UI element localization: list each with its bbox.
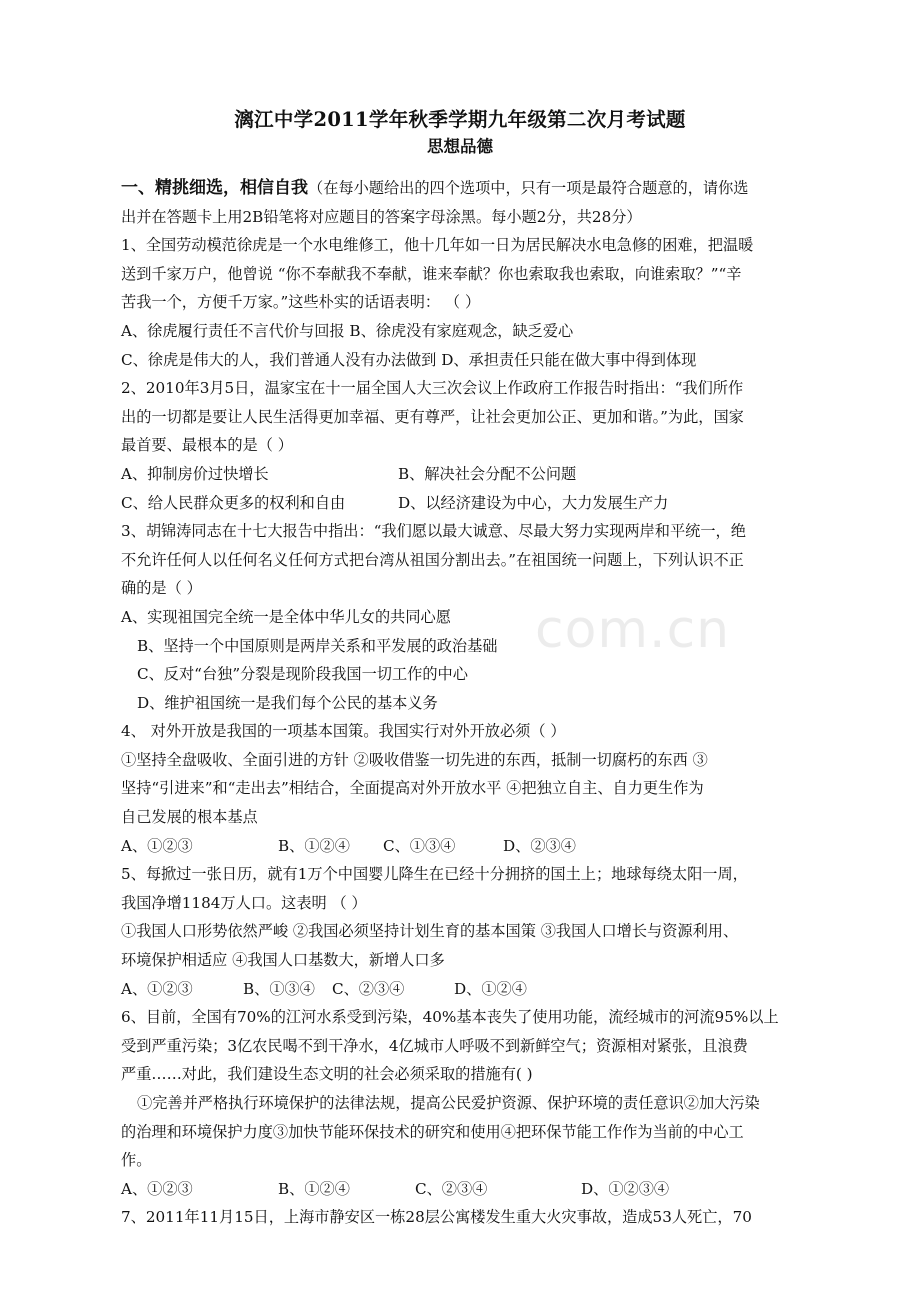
q2-option-b: B、解决社会分配不公问题 [398, 464, 577, 483]
q3-stem: 确的是（ ） [121, 579, 202, 598]
q3-stem: 3、胡锦涛同志在十七大报告中指出：“我们愿以最大诚意、尽最大努力实现两岸和平统一，绝 [121, 522, 746, 541]
q3-option-c: C、反对“台独”分裂是现阶段我国一切工作的中心 [137, 665, 468, 684]
section-heading: 一、精挑细选，相信自我 [121, 178, 308, 198]
q5-stem: 5、每掀过一张日历，就有1万个中国婴儿降生在已经十分拥挤的国土上；地球每绕太阳一周， [121, 865, 748, 884]
q6-stem: 6、目前，全国有70%的江河水系受到污染，40%基本丧失了使用功能，流经城市的河流95%以上 [121, 1008, 779, 1027]
q6-stem: 严重……对此，我们建设生态文明的社会必须采取的措施有( ) [121, 1065, 533, 1084]
q2-stem: 最首要、最根本的是（ ） [121, 436, 293, 455]
q1-stem: 送到千家万户，他曾说 “你不奉献我不奉献，谁来奉献？你也索取我也索取，向谁索取？”“辛 [121, 264, 742, 283]
section-instructions: （在每小题给出的四个选项中，只有一项是最符合题意的，请你选 [308, 179, 749, 197]
q3-option-b: B、坚持一个中国原则是两岸关系和平发展的政治基础 [137, 636, 498, 655]
q4-option-b: B、①②④ [278, 836, 350, 855]
q5-stem: 我国净增1184万人口。这表明 （ ） [121, 893, 367, 912]
q6-option-b: B、①②④ [278, 1179, 350, 1198]
q5-option-b: B、①③④ [243, 979, 315, 998]
q7-stem: 7、2011年11月15日，上海市静安区一栋28层公寓楼发生重大火灾事故，造成53人死亡，70 [121, 1208, 752, 1227]
q6-statements: 的治理和环境保护力度③加快节能环保技术的研究和使用④把环保节能工作作为当前的中心工 [121, 1122, 744, 1141]
q5-options [121, 975, 801, 1004]
q2-stem: 2、2010年3月5日，温家宝在十一届全国人大三次会议上作政府工作报告时指出：“我们所作 [121, 379, 744, 398]
q3-option-a: A、实现祖国完全统一是全体中华儿女的共同心愿 [121, 607, 451, 626]
q4-statements: 自己发展的根本基点 [121, 808, 258, 827]
q1-options-cd: C、徐虎是伟大的人，我们普通人没有办法做到 D、承担责任只能在做大事中得到体现 [121, 350, 697, 369]
q6-statements: ①完善并严格执行环境保护的法律法规，提高公民爱护资源、保护环境的责任意识②加大污染 [137, 1094, 760, 1112]
q3-option-d: D、维护祖国统一是我们每个公民的基本义务 [137, 693, 438, 712]
q3-stem: 不允许任何人以任何名义任何方式把台湾从祖国分割出去。”在祖国统一问题上，下列认识不正 [121, 550, 744, 569]
q4-statements: ①坚持全盘吸收、全面引进的方针 ②吸收借鉴一切先进的东西，抵制一切腐朽的东西 ③ [121, 750, 708, 769]
q4-statements: 坚持“引进来”和“走出去”相结合，全面提高对外开放水平 ④把独立自主、自力更生作为 [121, 779, 704, 798]
section-heading-line [121, 174, 801, 203]
q2-option-c: C、给人民群众更多的权利和自由 [121, 493, 346, 512]
page-subtitle: 思想品德 [427, 137, 493, 156]
q6-stem: 受到严重污染；3亿农民喝不到干净水，4亿城市人呼吸不到新鲜空气；资源相对紧张，且浪费 [121, 1036, 748, 1055]
q5-option-d: D、①②④ [454, 979, 527, 998]
q6-option-d: D、①②③④ [581, 1179, 670, 1198]
section-instructions-cont: 出并在答题卡上用2B铅笔将对应题目的答案字母涂黑。每小题2分，共28分） [121, 207, 642, 226]
q4-option-d: D、②③④ [503, 836, 576, 855]
q4-stem: 4、 对外开放是我国的一项基本国策。我国实行对外开放必须（ ） [121, 722, 566, 741]
q2-option-a: A、抑制房价过快增长 [121, 464, 269, 483]
q4-options [121, 832, 801, 861]
q5-option-c: C、②③④ [332, 979, 405, 998]
q5-statements: 环境保护相适应 ④我国人口基数大，新增人口多 [121, 951, 445, 970]
q2-option-d: D、以经济建设为中心，大力发展生产力 [398, 493, 669, 512]
q6-options [121, 1175, 801, 1204]
q6-option-a: A、①②③ [121, 1179, 193, 1198]
watermark: com.cn [535, 600, 731, 660]
q1-stem: 苦我一个，方便千万家。”这些朴实的话语表明： （ ） [121, 293, 481, 312]
q4-option-c: C、①③④ [383, 836, 456, 855]
q6-statements: 作。 [121, 1151, 152, 1170]
q5-option-a: A、①②③ [121, 979, 193, 998]
q6-option-c: C、②③④ [415, 1179, 488, 1198]
q1-options-ab: A、徐虎履行责任不言代价与回报 B、徐虎没有家庭观念，缺乏爱心 [121, 321, 574, 340]
page-title: 漓江中学2011学年秋季学期九年级第二次月考试题 [234, 108, 686, 131]
q2-options-cd [121, 489, 801, 518]
exam-body [121, 174, 801, 1232]
q2-stem: 出的一切都是要让人民生活得更加幸福、更有尊严，让社会更加公正、更加和谐。”为此，国家 [121, 407, 744, 426]
q4-option-a: A、①②③ [121, 836, 193, 855]
q5-statements: ①我国人口形势依然严峻 ②我国必须坚持计划生育的基本国策 ③我国人口增长与资源利用、 [121, 922, 739, 941]
q1-stem: 1、全国劳动模范徐虎是一个水电维修工，他十几年如一日为居民解决水电急修的困难，把温暖 [121, 236, 754, 255]
q2-options-ab [121, 460, 801, 489]
